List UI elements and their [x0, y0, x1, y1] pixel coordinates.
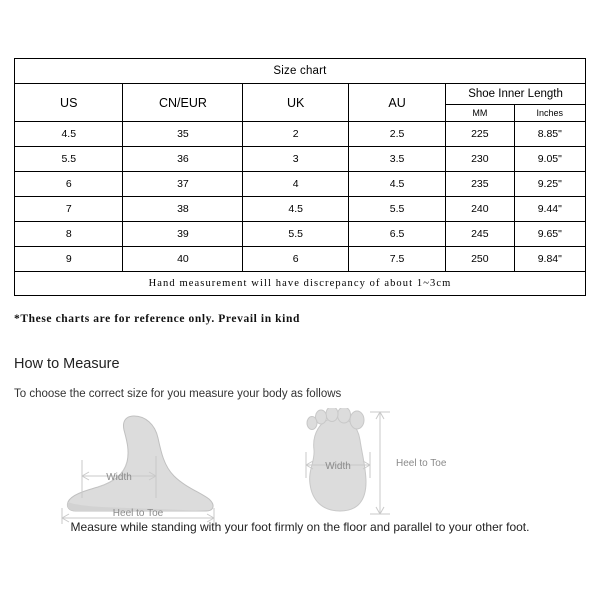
cell-us: 4.5 — [15, 122, 123, 147]
side-view-heel-to-toe-label: Heel to Toe — [112, 508, 164, 519]
table-header-row-1 — [15, 84, 586, 105]
cell-inches: 9.65" — [514, 222, 585, 247]
cell-mm: 250 — [446, 247, 515, 272]
cell-cn-eur: 40 — [123, 247, 243, 272]
header-cn-eur: CN/EUR — [123, 84, 243, 122]
foot-measurement-svg — [14, 408, 586, 526]
cell-inches: 9.25" — [514, 172, 585, 197]
side-view-width-label: Width — [106, 472, 132, 483]
top-view-foot-icon — [307, 408, 366, 511]
cell-mm: 230 — [446, 147, 515, 172]
cell-inches: 8.85" — [514, 122, 585, 147]
how-to-measure-subheading: To choose the correct size for you measure your body as follows — [14, 388, 342, 400]
cell-uk: 2 — [243, 122, 349, 147]
cell-uk: 4.5 — [243, 197, 349, 222]
cell-uk: 3 — [243, 147, 349, 172]
cell-uk: 4 — [243, 172, 349, 197]
cell-us: 7 — [15, 197, 123, 222]
chart-title: Size chart — [15, 59, 586, 84]
table-footer-row — [15, 272, 586, 296]
cell-mm: 235 — [446, 172, 515, 197]
measure-caption: Measure while standing with your foot firmly on the floor and parallel to your other foot. — [70, 520, 530, 534]
cell-uk: 6 — [243, 247, 349, 272]
cell-inches: 9.44" — [514, 197, 585, 222]
top-view-heel-to-toe-label: Heel to Toe — [396, 458, 447, 469]
cell-cn-eur: 39 — [123, 222, 243, 247]
reference-only-note: *These charts are for reference only. Prevail in kind — [14, 313, 300, 325]
cell-inches: 9.84" — [514, 247, 585, 272]
size-chart-table-wrapper — [14, 58, 586, 296]
measurement-discrepancy-note: Hand measurement will have discrepancy of about 1~3cm — [15, 272, 586, 296]
cell-au: 7.5 — [349, 247, 446, 272]
cell-us: 5.5 — [15, 147, 123, 172]
cell-cn-eur: 35 — [123, 122, 243, 147]
cell-uk: 5.5 — [243, 222, 349, 247]
table-row — [15, 172, 586, 197]
header-mm: MM — [446, 105, 515, 122]
side-view-foot-icon — [67, 416, 213, 511]
cell-cn-eur: 38 — [123, 197, 243, 222]
table-title-row — [15, 59, 586, 84]
cell-cn-eur: 36 — [123, 147, 243, 172]
table-row — [15, 147, 586, 172]
table-row — [15, 247, 586, 272]
top-view-heel-to-toe-dimension — [370, 412, 390, 514]
header-uk: UK — [243, 84, 349, 122]
table-row — [15, 197, 586, 222]
top-view-width-label: Width — [325, 461, 351, 472]
header-us: US — [15, 84, 123, 122]
size-chart-table — [14, 58, 586, 296]
cell-au: 5.5 — [349, 197, 446, 222]
cell-cn-eur: 37 — [123, 172, 243, 197]
cell-mm: 240 — [446, 197, 515, 222]
header-shoe-inner-length: Shoe Inner Length — [446, 84, 586, 105]
cell-au: 6.5 — [349, 222, 446, 247]
table-row — [15, 122, 586, 147]
header-inches: Inches — [514, 105, 585, 122]
cell-au: 4.5 — [349, 172, 446, 197]
how-to-measure-heading: How to Measure — [14, 356, 120, 372]
header-au: AU — [349, 84, 446, 122]
measurement-diagrams — [14, 408, 586, 526]
cell-mm: 245 — [446, 222, 515, 247]
cell-mm: 225 — [446, 122, 515, 147]
cell-au: 3.5 — [349, 147, 446, 172]
table-row — [15, 222, 586, 247]
cell-inches: 9.05" — [514, 147, 585, 172]
cell-us: 6 — [15, 172, 123, 197]
cell-au: 2.5 — [349, 122, 446, 147]
cell-us: 8 — [15, 222, 123, 247]
cell-us: 9 — [15, 247, 123, 272]
